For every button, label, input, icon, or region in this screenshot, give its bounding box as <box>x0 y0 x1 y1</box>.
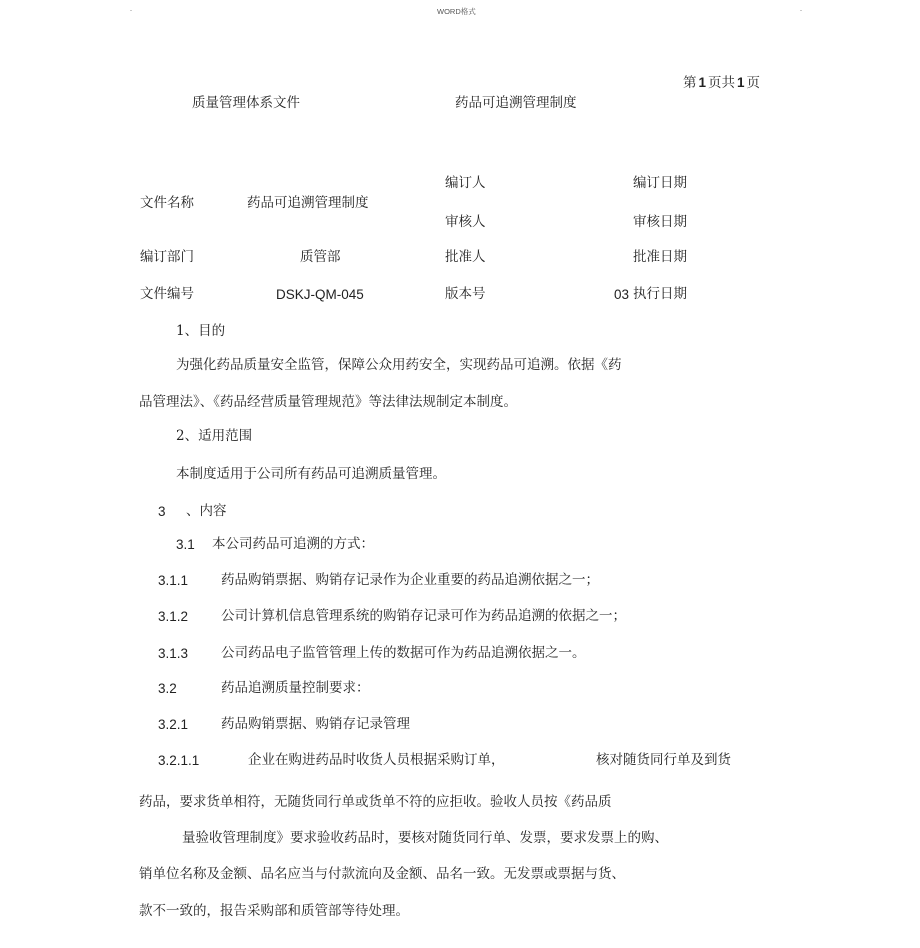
section-3-title: 、内容 <box>186 503 227 519</box>
exec-date-label: 执行日期 <box>633 286 687 302</box>
section-3-2-1-text: 药品购销票据、购销存记录管理 <box>221 716 410 732</box>
version-label: 版本号 <box>445 286 486 302</box>
page-number: 第 1 页共 1 页 <box>683 75 761 91</box>
doc-system-title: 质量管理体系文件 <box>192 95 300 111</box>
section-1-paragraph-line-1: 为强化药品质量安全监管，保障公众用药安全，实现药品可追溯。依据《药 <box>176 357 622 373</box>
section-3-1-3-text: 公司药品电子监管管理上传的数据可作为药品追溯依据之一。 <box>221 645 586 661</box>
section-1-paragraph-line-2: 品管理法》、《药品经营质量管理规范》等法律法规制定本制度。 <box>139 394 517 410</box>
review-date-label: 审核日期 <box>633 214 687 230</box>
doc-title: 药品可追溯管理制度 <box>455 95 577 111</box>
section-3-1-number: 3.1 <box>176 537 195 552</box>
edit-date-label: 编订日期 <box>633 175 687 191</box>
section-3-2-1-1-line-3: 量验收管理制度》要求验收药品时，要核对随货同行单、发票，要求发票上的购、 <box>182 830 668 846</box>
section-3-2-1-1-text-b: 核对随货同行单及到货 <box>596 752 731 768</box>
section-3-2-1-number: 3.2.1 <box>158 717 189 732</box>
approver-label: 批准人 <box>445 249 486 265</box>
section-3-1-2-text: 公司计算机信息管理系统的购销存记录可作为药品追溯的依据之一； <box>221 608 626 624</box>
section-3-2-1-1-number: 3.2.1.1 <box>158 753 200 768</box>
dept-value: 质管部 <box>300 249 341 265</box>
section-2-title: 2、适用范围 <box>176 428 253 444</box>
section-3-1-1-number: 3.1.1 <box>158 573 189 588</box>
page-header: WORD格式 <box>437 7 476 16</box>
section-3-1-2-number: 3.1.2 <box>158 609 189 624</box>
header-mark-right <box>800 10 802 11</box>
section-3-2-number: 3.2 <box>158 681 177 696</box>
section-3-1-text: 本公司药品可追溯的方式： <box>212 536 374 552</box>
header-mark-left <box>130 10 132 11</box>
file-name-value: 药品可追溯管理制度 <box>247 195 369 211</box>
section-3-1-1-text: 药品购销票据、购销存记录作为企业重要的药品追溯依据之一； <box>221 572 599 588</box>
file-number-label: 文件编号 <box>140 286 194 302</box>
reviewer-label: 审核人 <box>445 214 486 230</box>
file-name-label: 文件名称 <box>140 195 194 211</box>
section-3-2-1-1-line-5: 款不一致的，报告采购部和质管部等待处理。 <box>139 903 409 919</box>
section-3-2-text: 药品追溯质量控制要求： <box>221 680 370 696</box>
section-3-number: 3 <box>158 504 166 519</box>
section-2-paragraph: 本制度适用于公司所有药品可追溯质量管理。 <box>176 466 446 482</box>
dept-label: 编订部门 <box>140 249 194 265</box>
section-1-title: 1、目的 <box>176 323 226 339</box>
section-3-2-1-1-text-a: 企业在购进药品时收货人员根据采购订单， <box>248 752 505 768</box>
version-value: 03 <box>614 287 630 302</box>
editor-label: 编订人 <box>445 175 486 191</box>
section-3-2-1-1-line-2: 药品，要求货单相符，无随货同行单或货单不符的应拒收。验收人员按《药品质 <box>139 794 612 810</box>
file-number-value: DSKJ-QM-045 <box>276 287 364 302</box>
section-3-2-1-1-line-4: 销单位名称及金额、品名应当与付款流向及金额、品名一致。无发票或票据与货、 <box>139 866 625 882</box>
approve-date-label: 批准日期 <box>633 249 687 265</box>
section-3-1-3-number: 3.1.3 <box>158 646 189 661</box>
